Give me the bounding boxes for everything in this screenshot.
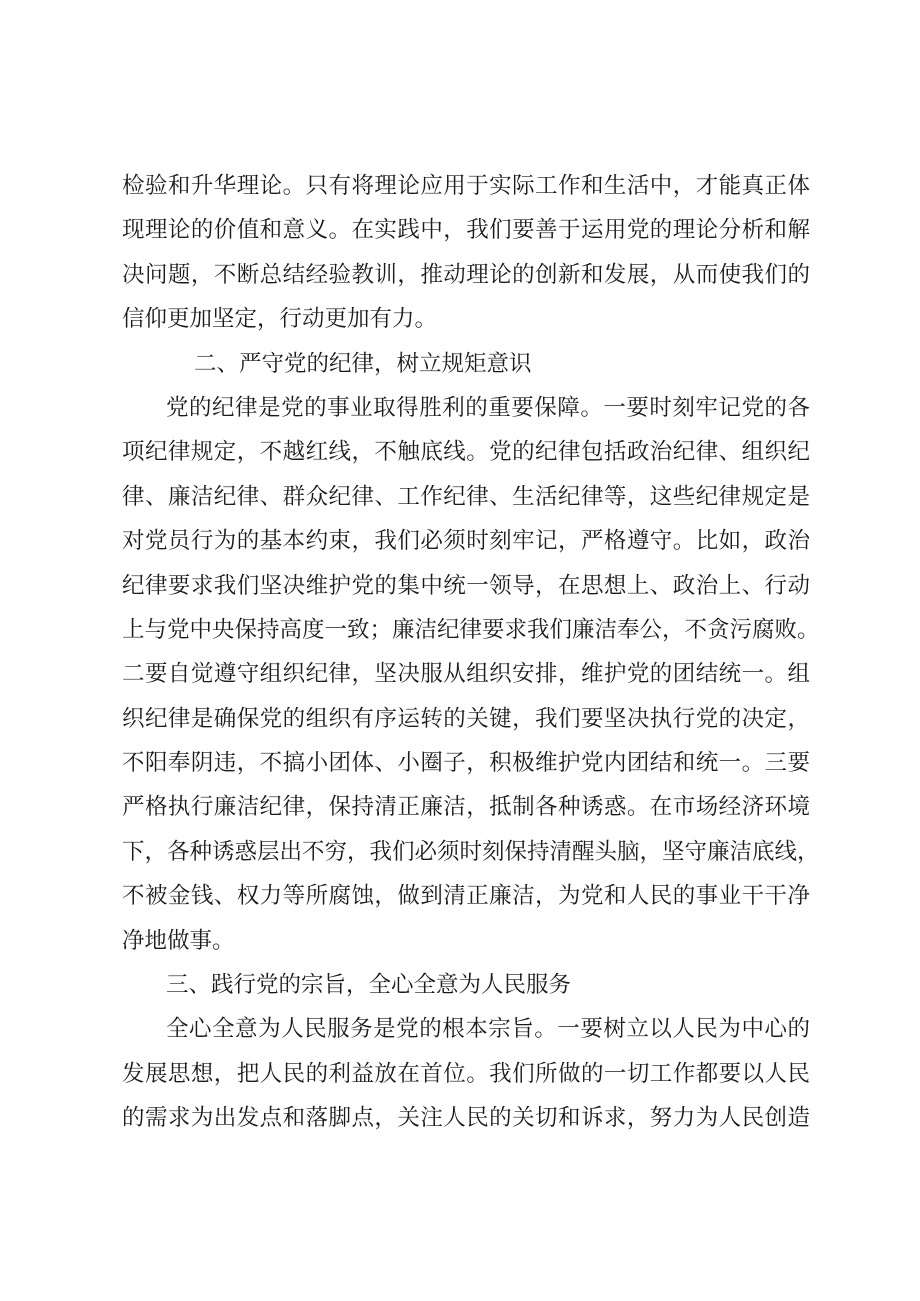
paragraph-line: 下，各种诱惑层出不穷，我们必须时刻保持清醒头脑，坚守廉洁底线，: [122, 838, 820, 865]
paragraph-line: 二要自觉遵守组织纪律，坚决服从组织安排，维护党的团结统一。组: [122, 661, 810, 688]
section-heading: 二、严守党的纪律，树立规矩意识: [194, 350, 532, 377]
paragraph-line: 发展思想，把人民的利益放在首位。我们所做的一切工作都要以人民: [122, 1060, 810, 1087]
paragraph-line: 党的纪律是党的事业取得胜利的重要保障。一要时刻牢记党的各: [166, 394, 810, 421]
paragraph-line: 律、廉洁纪律、群众纪律、工作纪律、生活纪律等，这些纪律规定是: [122, 483, 810, 510]
document-body: [122, 164, 820, 1141]
section-heading: 三、践行党的宗旨，全心全意为人民服务: [166, 972, 572, 999]
paragraph-line: 全心全意为人民服务是党的根本宗旨。一要树立以人民为中心的: [166, 1016, 810, 1043]
paragraph-line: 上与党中央保持高度一致；廉洁纪律要求我们廉洁奉公，不贪污腐败。: [122, 616, 820, 643]
paragraph-line: 纪律要求我们坚决维护党的集中统一领导，在思想上、政治上、行动: [122, 572, 810, 599]
paragraph-line: 不被金钱、权力等所腐蚀，做到清正廉洁，为党和人民的事业干干净: [122, 883, 810, 910]
paragraph-line: 织纪律是确保党的组织有序运转的关键，我们要坚决执行党的决定，: [122, 705, 810, 732]
paragraph-line: 信仰更加坚定，行动更加有力。: [122, 306, 438, 333]
paragraph-line: 不阳奉阴违，不搞小团体、小圈子，积极维护党内团结和统一。三要: [122, 750, 810, 777]
paragraph-line: 项纪律规定，不越红线，不触底线。党的纪律包括政治纪律、组织纪: [122, 439, 810, 466]
paragraph-line: 严格执行廉洁纪律，保持清正廉洁，抵制各种诱惑。在市场经济环境: [122, 794, 810, 821]
paragraph-line: 决问题，不断总结经验教训，推动理论的创新和发展，从而使我们的: [122, 261, 810, 288]
paragraph-line: 现理论的价值和意义。在实践中，我们要善于运用党的理论分析和解: [122, 217, 810, 244]
paragraph-line: 对党员行为的基本约束，我们必须时刻牢记，严格遵守。比如，政治: [122, 528, 810, 555]
paragraph-line: 净地做事。: [122, 927, 235, 954]
paragraph-line: 的需求为出发点和落脚点，关注人民的关切和诉求，努力为人民创造: [122, 1105, 810, 1132]
paragraph-line: 检验和升华理论。只有将理论应用于实际工作和生活中，才能真正体: [122, 173, 810, 199]
